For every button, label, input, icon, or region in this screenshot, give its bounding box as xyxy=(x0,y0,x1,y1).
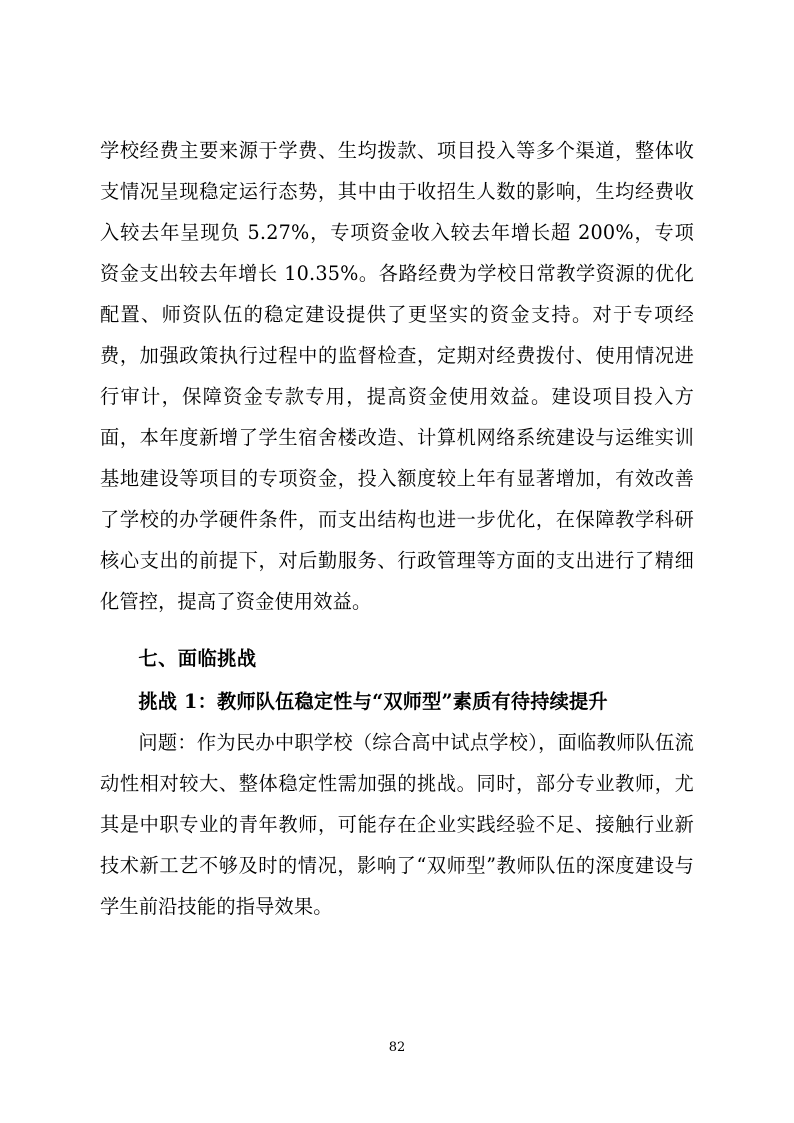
challenge-1-heading: 挑战 1：教师队伍稳定性与“双师型”素质有待持续提升 xyxy=(138,690,608,713)
document-body xyxy=(100,130,694,927)
finance-overview-paragraph: 学校经费主要来源于学费、生均拨款、项目投入等多个渠道，整体收支情况呈现稳定运行态势，其中由于收招生人数的影响，生均经费收入较去年呈现负 5.27%，专项资金收入较去年增长超 200%，专项资金支出较去年增长 10.35%。各路经费为学校日常教学资源的优化配置、师资队伍的稳定建设提供了更坚实的资金支持。对于专项经费，加强政策执行过程中的监督检查，定期对经费拨付、使用情况进行审计，保障资金专款专用，提高资金使用效益。建设项目投入方面，本年度新增了学生宿舍楼改造、计算机网络系统建设与运维实训基地建设等项目的专项资金，投入额度较上年有显著增加，有效改善了学校的办学硬件条件，而支出结构也进一步优化，在保障教学科研核心支出的前提下，对后勤服务、行政管理等方面的支出进行了精细化管控，提高了资金使用效益。 xyxy=(100,139,694,613)
page-number: 82 xyxy=(388,1040,406,1055)
section-heading-challenges: 七、面临挑战 xyxy=(138,647,257,670)
challenge-1-body: 问题：作为民办中职学校（综合高中试点学校），面临教师队伍流动性相对较大、整体稳定性需加强的挑战。同时，部分专业教师，尤其是中职专业的青年教师，可能存在企业实践经验不足、接触行业新技术新工艺不够及时的情况，影响了“双师型”教师队伍的深度建设与学生前沿技能的指导效果。 xyxy=(100,731,694,918)
